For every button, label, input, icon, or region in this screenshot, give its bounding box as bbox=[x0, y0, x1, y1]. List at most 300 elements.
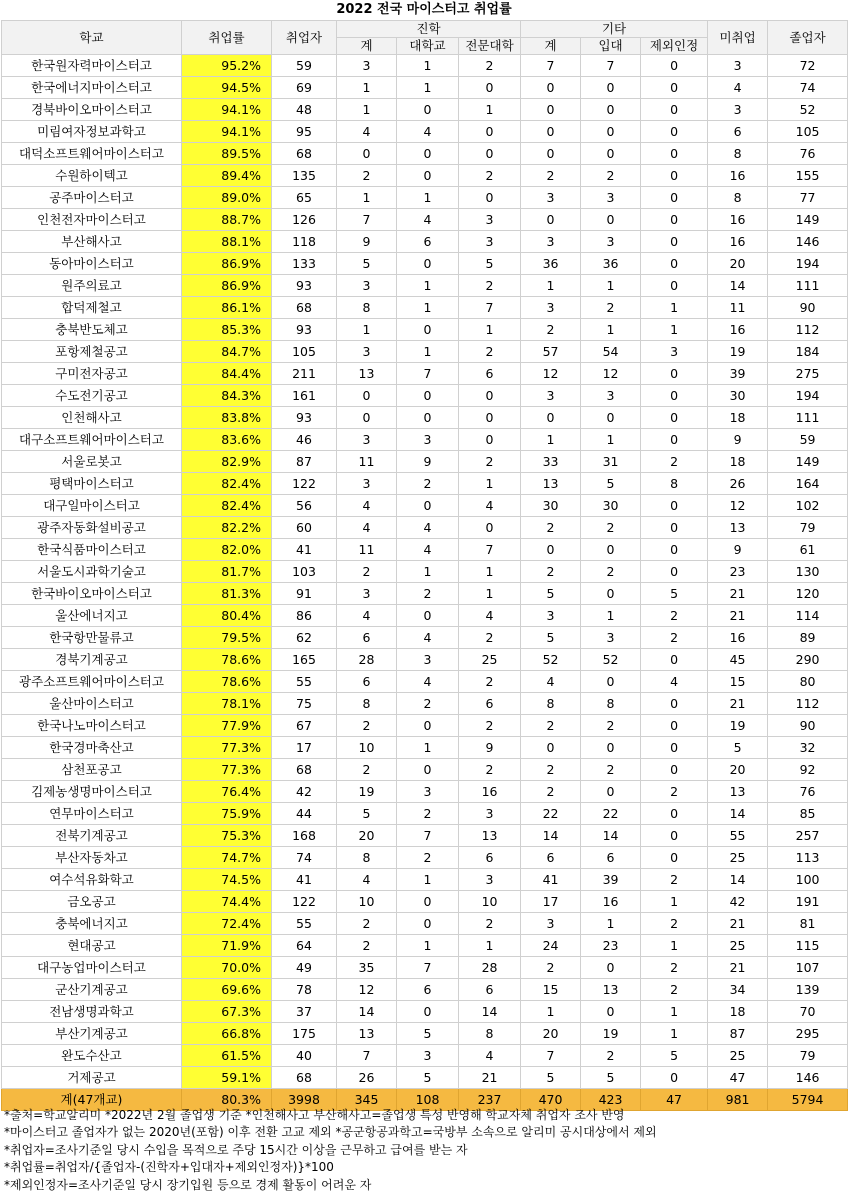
cell-advance-university: 4 bbox=[397, 539, 459, 561]
cell-advance-university: 4 bbox=[397, 209, 459, 231]
cell-unemployed: 21 bbox=[708, 693, 768, 715]
cell-employed: 68 bbox=[272, 1067, 337, 1089]
cell-employed: 69 bbox=[272, 77, 337, 99]
cell-advance-total: 3 bbox=[337, 341, 397, 363]
cell-employed: 211 bbox=[272, 363, 337, 385]
cell-other-military: 13 bbox=[581, 979, 641, 1001]
cell-other-total: 0 bbox=[521, 99, 581, 121]
cell-other-excluded: 1 bbox=[641, 297, 708, 319]
cell-graduates: 90 bbox=[768, 715, 848, 737]
cell-other-military: 0 bbox=[581, 77, 641, 99]
cell-school: 울산마이스터고 bbox=[2, 693, 182, 715]
cell-employed: 65 bbox=[272, 187, 337, 209]
cell-rate: 82.4% bbox=[182, 473, 272, 495]
cell-other-total: 2 bbox=[521, 759, 581, 781]
cell-advance-total: 11 bbox=[337, 451, 397, 473]
cell-advance-total: 14 bbox=[337, 1001, 397, 1023]
table-header bbox=[2, 21, 848, 55]
cell-employed: 41 bbox=[272, 869, 337, 891]
cell-school: 한국항만물류고 bbox=[2, 627, 182, 649]
cell-other-military: 2 bbox=[581, 165, 641, 187]
table-row bbox=[2, 605, 848, 627]
cell-rate: 75.9% bbox=[182, 803, 272, 825]
cell-other-excluded: 0 bbox=[641, 517, 708, 539]
table-body bbox=[2, 55, 848, 1111]
cell-other-excluded: 1 bbox=[641, 935, 708, 957]
cell-other-military: 2 bbox=[581, 297, 641, 319]
cell-advance-total: 1 bbox=[337, 99, 397, 121]
cell-other-excluded: 0 bbox=[641, 165, 708, 187]
cell-other-military: 0 bbox=[581, 583, 641, 605]
cell-advance-university: 3 bbox=[397, 429, 459, 451]
cell-other-excluded: 2 bbox=[641, 451, 708, 473]
cell-other-excluded: 0 bbox=[641, 737, 708, 759]
cell-employed: 91 bbox=[272, 583, 337, 605]
cell-employed: 68 bbox=[272, 759, 337, 781]
cell-school: 삼천포공고 bbox=[2, 759, 182, 781]
footnote: *제외인정자=조사기준일 당시 장기입원 등으로 경제 활동이 어려운 자 bbox=[4, 1177, 372, 1192]
cell-other-excluded: 0 bbox=[641, 561, 708, 583]
cell-employed: 133 bbox=[272, 253, 337, 275]
cell-advance-university: 2 bbox=[397, 847, 459, 869]
cell-other-excluded: 2 bbox=[641, 869, 708, 891]
cell-other-military: 19 bbox=[581, 1023, 641, 1045]
cell-advance-college: 2 bbox=[459, 55, 521, 77]
cell-advance-college: 3 bbox=[459, 803, 521, 825]
cell-other-total: 5 bbox=[521, 627, 581, 649]
cell-advance-college: 0 bbox=[459, 407, 521, 429]
cell-unemployed: 21 bbox=[708, 583, 768, 605]
table-row bbox=[2, 649, 848, 671]
cell-graduates: 85 bbox=[768, 803, 848, 825]
cell-advance-university: 3 bbox=[397, 781, 459, 803]
cell-rate: 82.4% bbox=[182, 495, 272, 517]
cell-other-excluded: 0 bbox=[641, 187, 708, 209]
cell-other-total: 3 bbox=[521, 385, 581, 407]
cell-other-total: 2 bbox=[521, 561, 581, 583]
cell-other-military: 0 bbox=[581, 671, 641, 693]
cell-other-excluded: 1 bbox=[641, 891, 708, 913]
cell-other-excluded: 2 bbox=[641, 979, 708, 1001]
cell-advance-college: 2 bbox=[459, 715, 521, 737]
cell-school: 광주소프트웨어마이스터고 bbox=[2, 671, 182, 693]
cell-graduates: 89 bbox=[768, 627, 848, 649]
cell-graduates: 70 bbox=[768, 1001, 848, 1023]
cell-advance-university: 1 bbox=[397, 935, 459, 957]
cell-employed: 68 bbox=[272, 143, 337, 165]
cell-advance-university: 0 bbox=[397, 913, 459, 935]
cell-advance-college: 3 bbox=[459, 209, 521, 231]
cell-graduates: 111 bbox=[768, 275, 848, 297]
cell-school: 인천해사고 bbox=[2, 407, 182, 429]
cell-advance-total: 345 bbox=[337, 1089, 397, 1111]
cell-other-total: 57 bbox=[521, 341, 581, 363]
cell-advance-university: 0 bbox=[397, 759, 459, 781]
cell-advance-university: 2 bbox=[397, 803, 459, 825]
cell-other-excluded: 47 bbox=[641, 1089, 708, 1111]
cell-graduates: 164 bbox=[768, 473, 848, 495]
table-row bbox=[2, 495, 848, 517]
footnotes bbox=[4, 1107, 844, 1194]
cell-employed: 17 bbox=[272, 737, 337, 759]
cell-other-excluded: 2 bbox=[641, 913, 708, 935]
cell-employed: 59 bbox=[272, 55, 337, 77]
cell-graduates: 115 bbox=[768, 935, 848, 957]
cell-rate: 80.4% bbox=[182, 605, 272, 627]
cell-unemployed: 87 bbox=[708, 1023, 768, 1045]
cell-advance-university: 1 bbox=[397, 297, 459, 319]
cell-school: 한국에너지마이스터고 bbox=[2, 77, 182, 99]
cell-other-total: 470 bbox=[521, 1089, 581, 1111]
table-row bbox=[2, 627, 848, 649]
cell-employed: 48 bbox=[272, 99, 337, 121]
cell-advance-university: 3 bbox=[397, 1045, 459, 1067]
cell-other-total: 8 bbox=[521, 693, 581, 715]
cell-school: 충북반도체고 bbox=[2, 319, 182, 341]
cell-other-military: 2 bbox=[581, 517, 641, 539]
cell-unemployed: 11 bbox=[708, 297, 768, 319]
cell-school: 미림여자정보과학고 bbox=[2, 121, 182, 143]
cell-employed: 64 bbox=[272, 935, 337, 957]
header-advance: 진학 bbox=[337, 21, 521, 38]
cell-other-total: 5 bbox=[521, 1067, 581, 1089]
table-row bbox=[2, 363, 848, 385]
cell-unemployed: 16 bbox=[708, 165, 768, 187]
cell-other-total: 30 bbox=[521, 495, 581, 517]
cell-other-total: 1 bbox=[521, 429, 581, 451]
cell-advance-total: 28 bbox=[337, 649, 397, 671]
cell-rate: 82.0% bbox=[182, 539, 272, 561]
cell-rate: 84.4% bbox=[182, 363, 272, 385]
cell-unemployed: 16 bbox=[708, 209, 768, 231]
cell-unemployed: 19 bbox=[708, 341, 768, 363]
table-row bbox=[2, 671, 848, 693]
cell-school: 평택마이스터고 bbox=[2, 473, 182, 495]
cell-other-military: 12 bbox=[581, 363, 641, 385]
cell-advance-university: 4 bbox=[397, 627, 459, 649]
cell-other-total: 17 bbox=[521, 891, 581, 913]
cell-unemployed: 4 bbox=[708, 77, 768, 99]
cell-advance-total: 3 bbox=[337, 473, 397, 495]
table-row bbox=[2, 143, 848, 165]
cell-graduates: 120 bbox=[768, 583, 848, 605]
cell-other-total: 33 bbox=[521, 451, 581, 473]
cell-unemployed: 34 bbox=[708, 979, 768, 1001]
cell-graduates: 295 bbox=[768, 1023, 848, 1045]
cell-other-total: 1 bbox=[521, 275, 581, 297]
cell-advance-college: 1 bbox=[459, 99, 521, 121]
cell-advance-total: 1 bbox=[337, 77, 397, 99]
cell-advance-total: 2 bbox=[337, 715, 397, 737]
cell-other-excluded: 0 bbox=[641, 407, 708, 429]
cell-advance-university: 4 bbox=[397, 671, 459, 693]
cell-rate: 69.6% bbox=[182, 979, 272, 1001]
header-school: 학교 bbox=[2, 21, 182, 55]
table-row bbox=[2, 1067, 848, 1089]
cell-other-military: 2 bbox=[581, 715, 641, 737]
cell-school: 대구농업마이스터고 bbox=[2, 957, 182, 979]
cell-employed: 55 bbox=[272, 671, 337, 693]
cell-other-military: 8 bbox=[581, 693, 641, 715]
cell-school: 부산자동차고 bbox=[2, 847, 182, 869]
cell-school: 포항제철공고 bbox=[2, 341, 182, 363]
cell-other-total: 1 bbox=[521, 1001, 581, 1023]
cell-unemployed: 26 bbox=[708, 473, 768, 495]
cell-advance-college: 1 bbox=[459, 319, 521, 341]
cell-advance-university: 2 bbox=[397, 473, 459, 495]
cell-rate: 84.7% bbox=[182, 341, 272, 363]
table-row bbox=[2, 561, 848, 583]
cell-advance-university: 4 bbox=[397, 121, 459, 143]
cell-school: 동아마이스터고 bbox=[2, 253, 182, 275]
cell-advance-total: 11 bbox=[337, 539, 397, 561]
cell-advance-university: 1 bbox=[397, 275, 459, 297]
cell-unemployed: 3 bbox=[708, 55, 768, 77]
table-row bbox=[2, 583, 848, 605]
cell-graduates: 130 bbox=[768, 561, 848, 583]
cell-other-military: 0 bbox=[581, 143, 641, 165]
cell-other-total: 3 bbox=[521, 231, 581, 253]
cell-unemployed: 21 bbox=[708, 913, 768, 935]
cell-advance-university: 0 bbox=[397, 407, 459, 429]
cell-advance-university: 9 bbox=[397, 451, 459, 473]
cell-school: 원주의료고 bbox=[2, 275, 182, 297]
page-title: 2022 전국 마이스터고 취업률 bbox=[336, 2, 512, 17]
cell-advance-college: 0 bbox=[459, 77, 521, 99]
cell-advance-university: 0 bbox=[397, 99, 459, 121]
cell-other-excluded: 0 bbox=[641, 803, 708, 825]
cell-advance-total: 4 bbox=[337, 605, 397, 627]
cell-advance-college: 4 bbox=[459, 495, 521, 517]
table-row bbox=[2, 429, 848, 451]
cell-school: 한국식품마이스터고 bbox=[2, 539, 182, 561]
table-row bbox=[2, 715, 848, 737]
cell-other-excluded: 0 bbox=[641, 539, 708, 561]
cell-advance-total: 0 bbox=[337, 407, 397, 429]
table-row bbox=[2, 759, 848, 781]
cell-rate: 85.3% bbox=[182, 319, 272, 341]
cell-other-military: 23 bbox=[581, 935, 641, 957]
table-row bbox=[2, 825, 848, 847]
cell-other-excluded: 1 bbox=[641, 1001, 708, 1023]
cell-other-excluded: 1 bbox=[641, 319, 708, 341]
cell-unemployed: 20 bbox=[708, 253, 768, 275]
cell-unemployed: 42 bbox=[708, 891, 768, 913]
cell-graduates: 76 bbox=[768, 143, 848, 165]
cell-unemployed: 8 bbox=[708, 187, 768, 209]
cell-other-excluded: 0 bbox=[641, 693, 708, 715]
cell-other-military: 1 bbox=[581, 913, 641, 935]
cell-rate: 74.7% bbox=[182, 847, 272, 869]
cell-advance-total: 2 bbox=[337, 561, 397, 583]
cell-employed: 122 bbox=[272, 891, 337, 913]
cell-advance-university: 1 bbox=[397, 77, 459, 99]
cell-advance-college: 0 bbox=[459, 187, 521, 209]
cell-other-total: 2 bbox=[521, 957, 581, 979]
table-row bbox=[2, 1045, 848, 1067]
cell-employed: 37 bbox=[272, 1001, 337, 1023]
cell-other-total: 3 bbox=[521, 605, 581, 627]
cell-unemployed: 14 bbox=[708, 803, 768, 825]
cell-rate: 70.0% bbox=[182, 957, 272, 979]
cell-employed: 175 bbox=[272, 1023, 337, 1045]
cell-other-military: 1 bbox=[581, 319, 641, 341]
cell-employed: 55 bbox=[272, 913, 337, 935]
cell-advance-college: 13 bbox=[459, 825, 521, 847]
cell-other-total: 0 bbox=[521, 539, 581, 561]
cell-other-total: 5 bbox=[521, 583, 581, 605]
cell-advance-college: 0 bbox=[459, 429, 521, 451]
cell-advance-total: 5 bbox=[337, 253, 397, 275]
cell-school: 합덕제철고 bbox=[2, 297, 182, 319]
cell-graduates: 139 bbox=[768, 979, 848, 1001]
cell-rate: 74.4% bbox=[182, 891, 272, 913]
cell-other-excluded: 0 bbox=[641, 99, 708, 121]
cell-employed: 40 bbox=[272, 1045, 337, 1067]
cell-other-total: 13 bbox=[521, 473, 581, 495]
cell-graduates: 61 bbox=[768, 539, 848, 561]
cell-rate: 94.1% bbox=[182, 99, 272, 121]
cell-advance-college: 1 bbox=[459, 935, 521, 957]
cell-school: 부산기계공고 bbox=[2, 1023, 182, 1045]
cell-other-total: 41 bbox=[521, 869, 581, 891]
table-row bbox=[2, 1023, 848, 1045]
cell-unemployed: 25 bbox=[708, 935, 768, 957]
cell-graduates: 146 bbox=[768, 231, 848, 253]
cell-other-excluded: 0 bbox=[641, 275, 708, 297]
cell-graduates: 114 bbox=[768, 605, 848, 627]
cell-other-total: 4 bbox=[521, 671, 581, 693]
cell-advance-university: 0 bbox=[397, 605, 459, 627]
table-row bbox=[2, 803, 848, 825]
cell-unemployed: 30 bbox=[708, 385, 768, 407]
cell-other-military: 3 bbox=[581, 385, 641, 407]
cell-school: 한국원자력마이스터고 bbox=[2, 55, 182, 77]
cell-advance-university: 1 bbox=[397, 341, 459, 363]
cell-employed: 165 bbox=[272, 649, 337, 671]
cell-advance-total: 10 bbox=[337, 737, 397, 759]
cell-other-military: 2 bbox=[581, 759, 641, 781]
cell-graduates: 194 bbox=[768, 253, 848, 275]
cell-advance-total: 3 bbox=[337, 429, 397, 451]
cell-employed: 41 bbox=[272, 539, 337, 561]
cell-unemployed: 21 bbox=[708, 957, 768, 979]
cell-advance-college: 1 bbox=[459, 583, 521, 605]
cell-graduates: 113 bbox=[768, 847, 848, 869]
cell-other-excluded: 0 bbox=[641, 363, 708, 385]
cell-other-military: 0 bbox=[581, 121, 641, 143]
table-row bbox=[2, 869, 848, 891]
cell-employed: 78 bbox=[272, 979, 337, 1001]
cell-graduates: 111 bbox=[768, 407, 848, 429]
cell-other-military: 52 bbox=[581, 649, 641, 671]
cell-employed: 75 bbox=[272, 693, 337, 715]
cell-advance-total: 7 bbox=[337, 1045, 397, 1067]
cell-school: 거제공고 bbox=[2, 1067, 182, 1089]
cell-other-military: 31 bbox=[581, 451, 641, 473]
cell-school: 한국바이오마이스터고 bbox=[2, 583, 182, 605]
cell-advance-total: 1 bbox=[337, 319, 397, 341]
cell-other-total: 0 bbox=[521, 77, 581, 99]
cell-advance-total: 19 bbox=[337, 781, 397, 803]
cell-other-military: 7 bbox=[581, 55, 641, 77]
cell-advance-university: 5 bbox=[397, 1023, 459, 1045]
cell-graduates: 149 bbox=[768, 451, 848, 473]
cell-school: 계(47개교) bbox=[2, 1089, 182, 1111]
cell-advance-university: 0 bbox=[397, 495, 459, 517]
cell-unemployed: 16 bbox=[708, 231, 768, 253]
cell-rate: 71.9% bbox=[182, 935, 272, 957]
cell-other-total: 24 bbox=[521, 935, 581, 957]
cell-school: 인천전자마이스터고 bbox=[2, 209, 182, 231]
cell-school: 여수석유화학고 bbox=[2, 869, 182, 891]
cell-other-military: 30 bbox=[581, 495, 641, 517]
header-other-total: 계 bbox=[521, 38, 581, 55]
cell-unemployed: 47 bbox=[708, 1067, 768, 1089]
cell-unemployed: 39 bbox=[708, 363, 768, 385]
cell-advance-university: 0 bbox=[397, 715, 459, 737]
cell-graduates: 79 bbox=[768, 517, 848, 539]
cell-rate: 89.0% bbox=[182, 187, 272, 209]
table-row bbox=[2, 1001, 848, 1023]
cell-advance-college: 1 bbox=[459, 561, 521, 583]
cell-other-military: 0 bbox=[581, 407, 641, 429]
cell-employed: 42 bbox=[272, 781, 337, 803]
cell-employed: 60 bbox=[272, 517, 337, 539]
cell-advance-college: 28 bbox=[459, 957, 521, 979]
cell-rate: 77.3% bbox=[182, 737, 272, 759]
cell-graduates: 77 bbox=[768, 187, 848, 209]
cell-rate: 80.3% bbox=[182, 1089, 272, 1111]
cell-other-military: 0 bbox=[581, 209, 641, 231]
cell-unemployed: 14 bbox=[708, 275, 768, 297]
table-row bbox=[2, 275, 848, 297]
header-other: 기타 bbox=[521, 21, 708, 38]
cell-unemployed: 20 bbox=[708, 759, 768, 781]
cell-rate: 59.1% bbox=[182, 1067, 272, 1089]
cell-employed: 68 bbox=[272, 297, 337, 319]
cell-employed: 93 bbox=[272, 319, 337, 341]
cell-advance-college: 0 bbox=[459, 121, 521, 143]
cell-other-excluded: 0 bbox=[641, 847, 708, 869]
cell-advance-college: 2 bbox=[459, 451, 521, 473]
footnote: *출처=학교알리미 *2022년 2월 졸업생 기준 *인천해사고 부산해사고=졸업생 특성 반영해 학교자체 취업자 조사 반영 bbox=[4, 1108, 625, 1122]
cell-other-military: 0 bbox=[581, 99, 641, 121]
cell-rate: 81.3% bbox=[182, 583, 272, 605]
cell-graduates: 275 bbox=[768, 363, 848, 385]
cell-rate: 82.9% bbox=[182, 451, 272, 473]
cell-advance-total: 6 bbox=[337, 671, 397, 693]
cell-other-excluded: 0 bbox=[641, 209, 708, 231]
cell-rate: 74.5% bbox=[182, 869, 272, 891]
cell-school: 서울로봇고 bbox=[2, 451, 182, 473]
cell-graduates: 59 bbox=[768, 429, 848, 451]
table-row bbox=[2, 385, 848, 407]
cell-school: 경북바이오마이스터고 bbox=[2, 99, 182, 121]
cell-rate: 82.2% bbox=[182, 517, 272, 539]
cell-rate: 94.5% bbox=[182, 77, 272, 99]
cell-advance-total: 8 bbox=[337, 297, 397, 319]
cell-other-military: 3 bbox=[581, 187, 641, 209]
cell-other-military: 36 bbox=[581, 253, 641, 275]
cell-other-excluded: 0 bbox=[641, 121, 708, 143]
cell-rate: 86.9% bbox=[182, 253, 272, 275]
cell-other-military: 1 bbox=[581, 429, 641, 451]
cell-school: 서울도시과학기술고 bbox=[2, 561, 182, 583]
cell-other-military: 54 bbox=[581, 341, 641, 363]
cell-other-total: 0 bbox=[521, 209, 581, 231]
cell-unemployed: 9 bbox=[708, 539, 768, 561]
